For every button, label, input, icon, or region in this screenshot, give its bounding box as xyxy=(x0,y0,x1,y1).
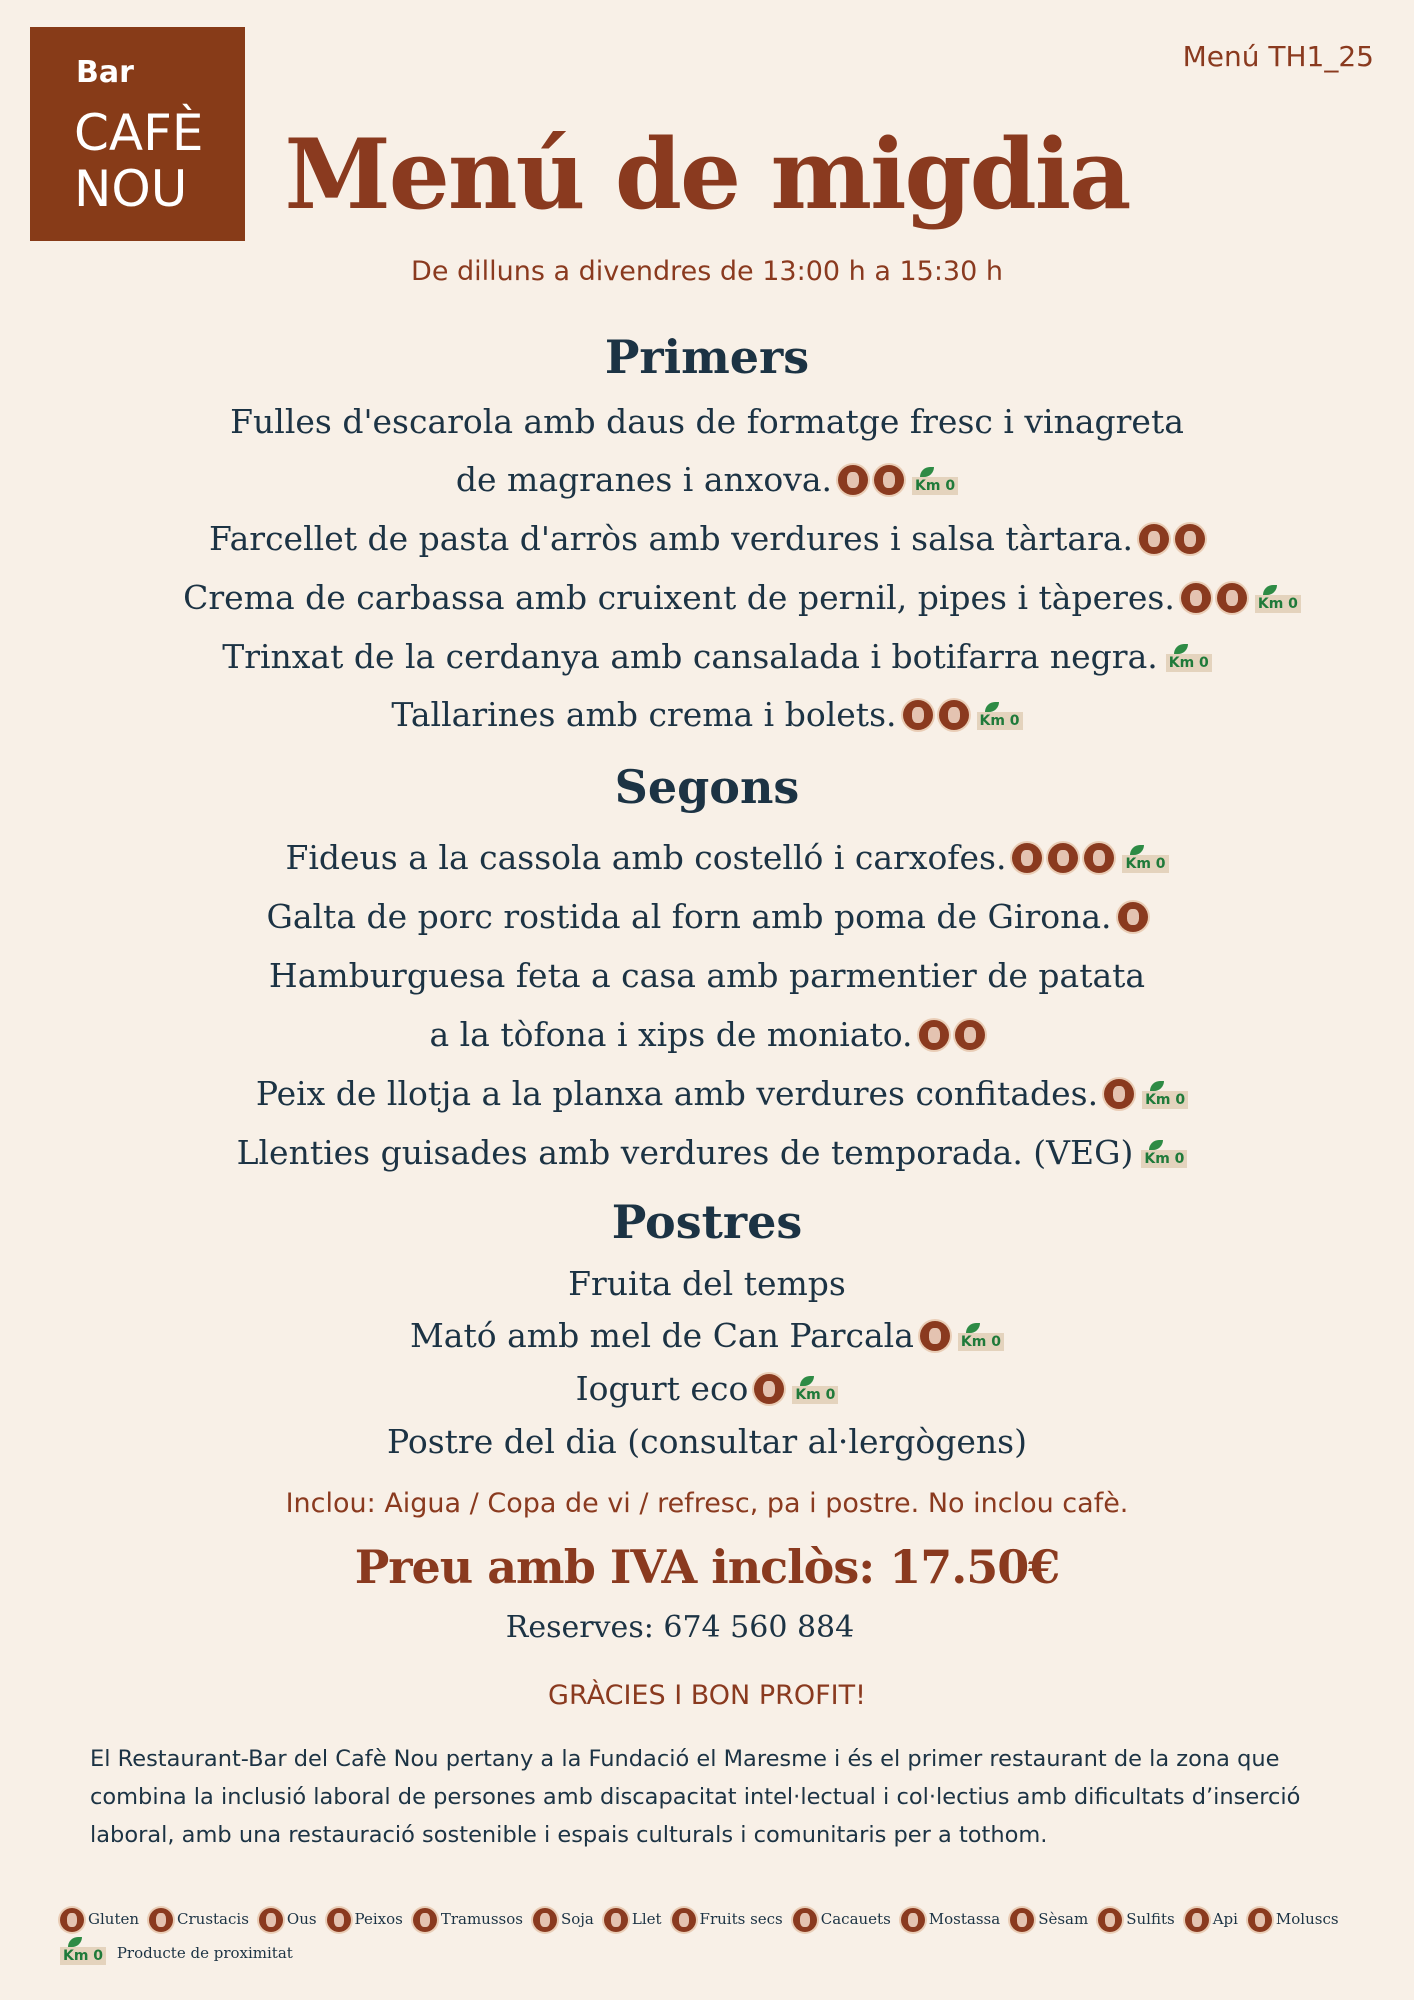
legend-item xyxy=(533,1908,594,1932)
legend-item xyxy=(1185,1908,1238,1932)
km0-icon: Km 0 xyxy=(60,1947,106,1965)
menu-item xyxy=(0,400,1414,442)
legend-label: Producte de proximitat xyxy=(116,1944,293,1962)
legend-label: Ous xyxy=(286,1910,317,1928)
llet-icon xyxy=(919,1020,949,1050)
menu-item-text: Iogurt eco xyxy=(575,1369,749,1408)
menu-item xyxy=(0,1013,1414,1055)
menu-item xyxy=(0,1131,1414,1173)
peixos-icon xyxy=(1104,1079,1134,1109)
moluscs-icon xyxy=(1248,1908,1272,1932)
legend-row xyxy=(60,1944,1380,1963)
opening-hours: De dilluns a divendres de 13:00 h a 15:30 h xyxy=(411,256,1003,287)
menu-item-text: Hamburguesa feta a casa amb parmentier de patata xyxy=(268,956,1146,995)
legend-item xyxy=(793,1908,891,1932)
legend-label: Tramussos xyxy=(440,1910,523,1928)
legend-row xyxy=(60,1908,1380,1932)
section-heading-segons: Segons xyxy=(614,760,800,814)
legend-item xyxy=(1010,1908,1088,1932)
sulfits-icon xyxy=(1098,1908,1122,1932)
legend-label: Cacauets xyxy=(820,1910,891,1928)
menu-item-text: Llenties guisades amb verdures de temporada. (VEG) xyxy=(236,1133,1134,1172)
legend-label: Mostassa xyxy=(928,1910,1001,1928)
legend-label: Crustacis xyxy=(177,1910,249,1928)
km0-icon: Km 0 xyxy=(912,477,958,495)
thanks-note: GRÀCIES I BON PROFIT! xyxy=(548,1680,866,1711)
sulfits-icon xyxy=(1118,902,1148,932)
km0-icon: Km 0 xyxy=(977,712,1023,730)
km0-icon: Km 0 xyxy=(1122,855,1168,873)
legend-item xyxy=(1098,1908,1174,1932)
menu-item-text: Peix de llotja a la planxa amb verdures confitades. xyxy=(255,1074,1099,1113)
menu-code: Menú TH1_25 xyxy=(1182,40,1374,73)
legend-item xyxy=(413,1908,523,1932)
reservations: Reserves: 674 560 884 xyxy=(505,1610,855,1645)
menu-item-text: Farcellet de pasta d'arròs amb verdures i salsa tàrtara. xyxy=(208,519,1134,558)
page-title xyxy=(0,118,1414,231)
menu-item xyxy=(0,1262,1414,1304)
menu-item-text: Mató amb mel de Can Parcala xyxy=(410,1316,914,1355)
section-heading-primers: Primers xyxy=(604,330,810,384)
menu-item xyxy=(0,895,1414,937)
menu-item xyxy=(0,836,1414,878)
sulfits-icon xyxy=(1181,583,1211,613)
menu-item xyxy=(0,1314,1414,1356)
about-line: combina la inclusió laboral de persones amb discapacitat intel·lectual i col·lectius amb dificultats d’inserció xyxy=(90,1784,1301,1810)
menu-item-text: Trinxat de la cerdanya amb cansalada i botifarra negra. xyxy=(222,637,1158,676)
section-heading-postres: Postres xyxy=(611,1195,803,1249)
llet-icon xyxy=(604,1908,628,1932)
menu-item-text: Fulles d'escarola amb daus de formatge fresc i vinagreta xyxy=(230,402,1184,441)
legend-item xyxy=(901,1908,1000,1932)
llet-icon xyxy=(920,1321,950,1351)
sulfits-icon xyxy=(1012,843,1042,873)
price: Preu amb IVA inclòs: 17.50€ xyxy=(354,1540,1060,1594)
cacauets-icon xyxy=(793,1908,817,1932)
km0-icon: Km 0 xyxy=(1142,1091,1188,1109)
sulfits-icon xyxy=(1139,524,1169,554)
legend-label: Gluten xyxy=(88,1910,140,1928)
menu-item xyxy=(0,576,1414,618)
legend-item xyxy=(672,1908,783,1932)
km0-icon: Km 0 xyxy=(1255,595,1301,613)
llet-icon xyxy=(939,700,969,730)
legend-item xyxy=(327,1908,403,1932)
menu-item-text: Fruita del temps xyxy=(568,1264,846,1303)
legend-label: Peixos xyxy=(354,1910,403,1928)
legend-label: Moluscs xyxy=(1275,1910,1339,1928)
peixos-icon xyxy=(327,1908,351,1932)
menu-item xyxy=(0,1072,1414,1114)
legend-label: Api xyxy=(1212,1910,1238,1928)
legend-label: Soja xyxy=(560,1910,594,1928)
fruits-secs-icon xyxy=(1217,583,1247,613)
about-line: laboral, amb una restauració sostenible i espais culturals i comunitaris per a tothom. xyxy=(90,1822,1048,1848)
legend-item xyxy=(259,1908,317,1932)
sesam-icon xyxy=(1010,1908,1034,1932)
ous-icon xyxy=(955,1020,985,1050)
about-line: El Restaurant-Bar del Cafè Nou pertany a la Fundació el Maresme i és el primer restaurant de la zona que xyxy=(90,1746,1280,1772)
km0-icon: Km 0 xyxy=(1141,1150,1187,1168)
legend-label: Llet xyxy=(631,1910,662,1928)
about-text xyxy=(90,1740,1340,1854)
legend-label: Sèsam xyxy=(1038,1910,1089,1928)
legend-item xyxy=(60,1908,139,1932)
menu-item-text: Crema de carbassa amb cruixent de pernil, pipes i tàperes. xyxy=(183,578,1175,617)
menu-item-text: Postre del dia (consultar al·lergògens) xyxy=(387,1422,1027,1461)
gluten-icon xyxy=(903,700,933,730)
menu-item-text: Tallarines amb crema i bolets. xyxy=(391,695,897,734)
logo-bar: Bar xyxy=(76,55,134,90)
crustacis-icon xyxy=(149,1908,173,1932)
logo-nou: NOU xyxy=(74,160,188,218)
fruits-secs-icon xyxy=(672,1908,696,1932)
menu-item xyxy=(0,1367,1414,1409)
km0-icon: Km 0 xyxy=(1166,654,1212,672)
legend-item xyxy=(604,1908,662,1932)
km0-icon: Km 0 xyxy=(792,1386,838,1404)
menu-item xyxy=(0,954,1414,996)
menu-item xyxy=(0,458,1414,500)
ous-icon xyxy=(259,1908,283,1932)
legend-item xyxy=(1248,1908,1339,1932)
menu-item-text: de magranes i anxova. xyxy=(455,460,833,499)
menu-item-text: a la tòfona i xips de moniato. xyxy=(429,1015,913,1054)
includes-note: Inclou: Aigua / Copa de vi / refresc, pa i postre. No inclou cafè. xyxy=(285,1488,1129,1519)
menu-item xyxy=(0,693,1414,735)
km0-icon: Km 0 xyxy=(958,1333,1004,1351)
legend-item xyxy=(149,1908,249,1932)
logo-cafe: CAFÈ xyxy=(74,104,204,162)
menu-item-text: Fideus a la cassola amb costelló i carxofes. xyxy=(285,838,1007,877)
menu-item-text: Galta de porc rostida al forn amb poma de Girona. xyxy=(266,897,1112,936)
llet-icon xyxy=(838,465,868,495)
menu-item xyxy=(0,517,1414,559)
menu-item xyxy=(0,1420,1414,1462)
llet-icon xyxy=(754,1374,784,1404)
legend-label: Sulfits xyxy=(1126,1910,1175,1928)
mostassa-icon xyxy=(901,1908,925,1932)
legend-label: Fruits secs xyxy=(699,1910,783,1928)
tramussos-icon xyxy=(413,1908,437,1932)
menu-item xyxy=(0,635,1414,677)
peixos-icon xyxy=(874,465,904,495)
ous-icon xyxy=(1175,524,1205,554)
allergen-legend xyxy=(60,1908,1380,1963)
soja-icon xyxy=(533,1908,557,1932)
legend-item xyxy=(60,1944,293,1963)
ous-icon xyxy=(1048,843,1078,873)
gluten-icon xyxy=(1084,843,1114,873)
api-icon xyxy=(1185,1908,1209,1932)
gluten-icon xyxy=(60,1908,84,1932)
page-title-text: Menú de migdia xyxy=(284,118,1130,231)
